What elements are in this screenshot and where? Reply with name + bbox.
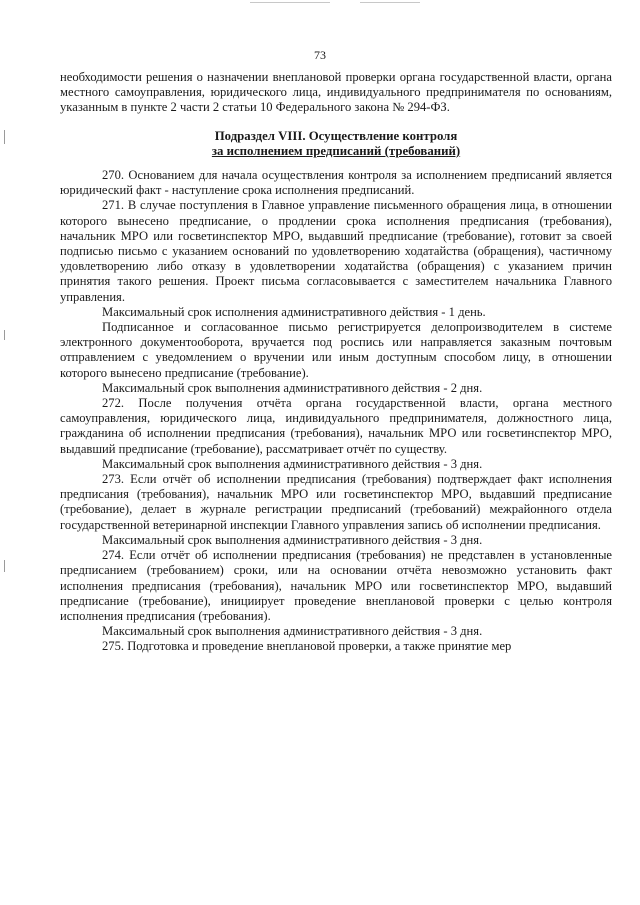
section-heading-line-2: за исполнением предписаний (требований): [211, 143, 461, 158]
deadline-note: Максимальный срок выполнения административного действия - 2 дня.: [102, 380, 483, 395]
paragraph-letter-registration: Подписанное и согласованное письмо регистрируется делопроизводителем в системе электронного документооборота, вручается под роспись или направляется заказным почтовым отправлением с уведомлением о вручении или иным доступным способом лицу, в отношении которого вынесено предписание (требование).: [60, 320, 612, 380]
deadline-note: Максимальный срок исполнения административного действия - 1 день.: [102, 304, 486, 319]
binding-edge-mark: [4, 130, 5, 144]
binding-edge-mark: [4, 330, 5, 340]
paragraph-272: 272. После получения отчёта органа государственной власти, органа местного самоуправления, юридического лица, индивидуального предпринимателя, должностного лица, гражданина об исполнении предписания (требования), начальник МРО или госветинспектор МРО, выдавший предписание (требование), рассматривает отчёт по существу.: [60, 396, 612, 456]
section-heading-line-1: Подраздел VIII. Осуществление контроля: [214, 128, 458, 143]
page-number: 73: [314, 48, 326, 62]
deadline-note: Максимальный срок выполнения административного действия - 3 дня.: [102, 624, 483, 639]
binding-edge-mark: [4, 560, 5, 572]
deadline-note: Максимальный срок выполнения административного действия - 3 дня.: [102, 532, 483, 547]
paragraph-274: 274. Если отчёт об исполнении предписания (требования) не представлен в установленные предписанием (требованием) сроки, или на основании отчёта невозможно установить факт исполнения предписания (требования), начальник МРО или госветинспектор МРО, выдавший предписание (требование), инициирует проведение внеплановой проверки с целью контроля исполнения предписания (требования).: [60, 548, 612, 623]
document-body: [60, 70, 612, 655]
section-heading: [60, 129, 612, 159]
paragraph-275: 275. Подготовка и проведение внеплановой проверки, а также принятие мер: [102, 639, 512, 654]
deadline-note: Максимальный срок выполнения административного действия - 3 дня.: [102, 456, 483, 471]
scan-artifact-line: [250, 2, 330, 3]
scan-artifact-line: [360, 2, 420, 3]
paragraph-271: 271. В случае поступления в Главное управление письменного обращения лица, в отношении которого вынесено предписание, о продлении срока исполнения предписания (требования), начальник МРО или госветинспектор МРО, выдавший предписание (требование), готовит за своей подписью письмо с указанием оснований по удовлетворению ходатайства (обращения), частичному удовлетворению либо отказу в удовлетворении ходатайства (обращения) с указанием причин принятия такого решения. Проект письма согласовывается с заместителем начальника Главного управления.: [60, 198, 612, 304]
paragraph-273: 273. Если отчёт об исполнении предписания (требования) подтверждает факт исполнения предписания (требования), начальник МРО или госветинспектор МРО, выдавший предписание (требование), делает в журнале регистрации предписаний (требований) межрайонного отдела государственной ветеринарной инспекции Главного управления запись об исполнении предписания.: [60, 472, 612, 532]
paragraph-270: 270. Основанием для начала осуществления контроля за исполнением предписаний является юридический факт - наступление срока исполнения предписаний.: [60, 168, 612, 198]
intro-paragraph: необходимости решения о назначении внеплановой проверки органа государственной власти, органа местного самоуправления, юридического лица, индивидуального предпринимателя по основаниям, указанным в пункте 2 части 2 статьи 10 Федерального закона № 294-ФЗ.: [60, 70, 612, 115]
